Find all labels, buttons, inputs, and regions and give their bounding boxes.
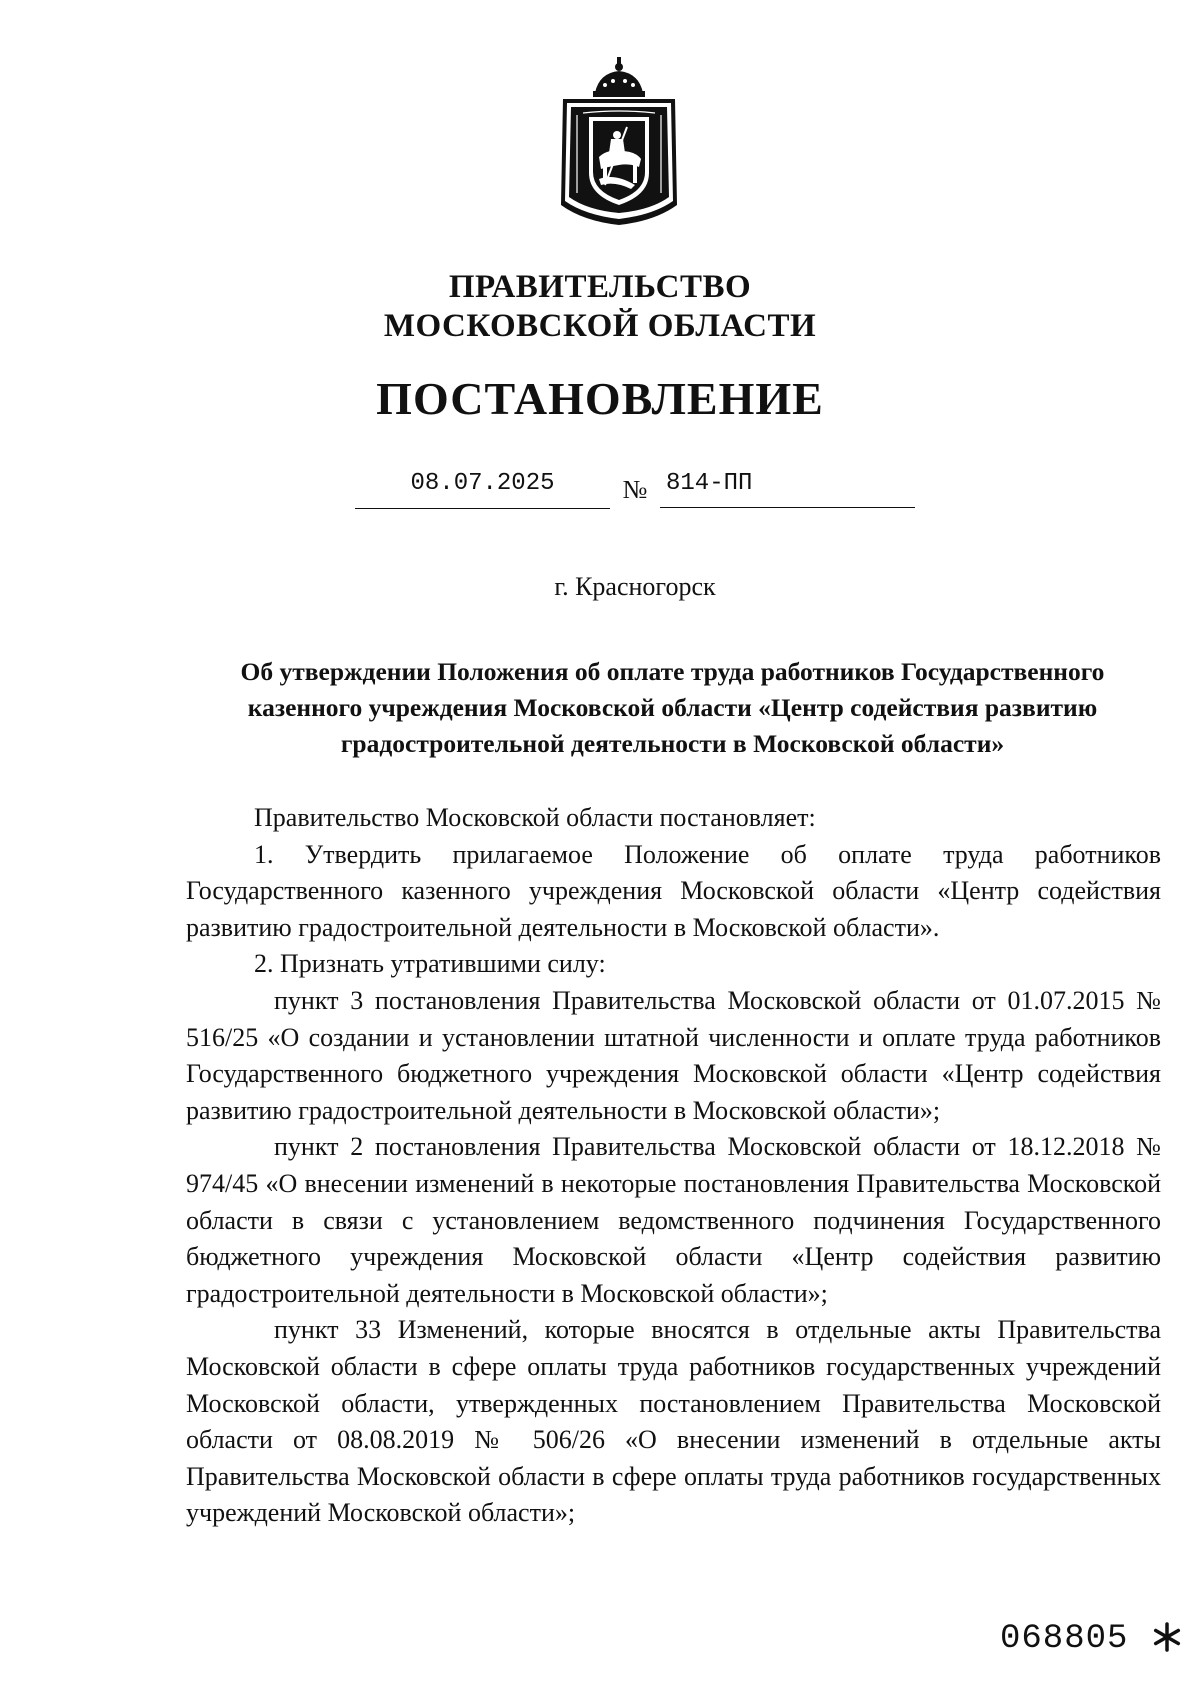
body-paragraph: пункт 33 Изменений, которые вносятся в отдельные акты Правительства Московской области в сфере оплаты труда работников государственных учреждений Московской области, утвержденных постановлением Правительства Московской области от 08.08.2019 № 506/26 «О внесении изменений в отдельные акты Правительства Московской области в сфере оплаты труда работников государственных учреждений Московской области»; (186, 1315, 1161, 1528)
form-serial-number: 068805 (1000, 1620, 1129, 1658)
body-paragraph: 2. Признать утратившими силу: (254, 949, 606, 979)
place-of-issue: г. Красногорск (554, 572, 716, 601)
document-body (186, 800, 1161, 1532)
body-paragraph: пункт 2 постановления Правительства Московской области от 18.12.2018 № 974/45 «О внесении изменений в некоторые постановления Правительства Московской области в связи с установлением ведомственного подчинения Государственного бюджетного учреждения Московской области «Центр содействия развитию градостроительной деятельности в Московской области»; (186, 1132, 1161, 1308)
body-paragraph: пункт 3 постановления Правительства Московской области от 01.07.2015 № 516/25 «О создании и установлении штатной численности и оплате труда работников Государственного бюджетного учреждения Московской области «Центр содействия развитию градостроительной деятельности в Московской области»; (186, 985, 1161, 1125)
body-paragraph: Правительство Московской области постановляет: (254, 803, 816, 832)
body-paragraph: 1. Утвердить прилагаемое Положение об оплате труда работников Государственного казенного учреждения Московской области «Центр содействия развитию градостроительной деятельности в Московской области». (186, 839, 1161, 942)
coat-of-arms-icon (555, 55, 683, 227)
authority-name-line2: МОСКОВСКОЙ ОБЛАСТИ (383, 308, 817, 344)
authority-name-line1: ПРАВИТЕЛЬСТВО (448, 269, 752, 305)
registration-number: 814-ПП (660, 468, 915, 508)
registration-date: 08.07.2025 (355, 468, 610, 509)
document-title: Об утверждении Положения об оплате труда работников Государственного казенного учреждения Московской области «Центр содействия развитию градостроительной деятельности в Московской области» (240, 657, 1105, 758)
asterisk-icon (1150, 1620, 1184, 1654)
document-type: ПОСТАНОВЛЕНИЕ (376, 373, 824, 424)
registration-number-label: № (622, 475, 648, 504)
